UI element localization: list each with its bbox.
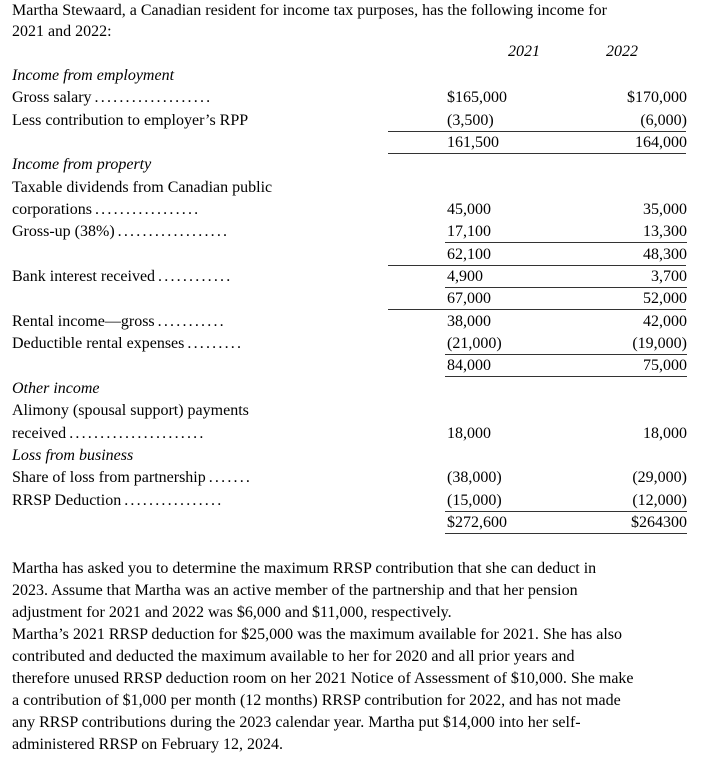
table-row (0, 468, 725, 490)
value-2022: 13,300 (643, 223, 687, 241)
dot-leader: ...................... (69, 424, 206, 442)
value-2022: 52,000 (643, 290, 687, 308)
row-label-text: Deductible rental expenses (12, 335, 185, 353)
value-2022: $170,000 (627, 89, 687, 107)
table-row (0, 66, 725, 88)
row-label-text: Alimony (spousal support) payments (12, 402, 249, 420)
value-2022: (6,000) (640, 111, 687, 129)
row-label-text: corporations (12, 201, 92, 219)
underline-rule (445, 511, 687, 512)
row-label (12, 401, 249, 421)
paragraph-line: administered RRSP on February 12, 2024. (12, 736, 283, 753)
value-2021: 161,500 (447, 134, 499, 152)
row-label-text: Income from property (12, 156, 152, 174)
paragraph-line: therefore unused RRSP deduction room on her 2021 Notice of Assessment of $10,000. She make (12, 670, 634, 687)
paragraph-line: Martha has asked you to determine the maximum RRSP contribution that she can deduct in (12, 560, 597, 577)
section-heading (12, 66, 174, 86)
dot-leader: ................ (124, 491, 224, 509)
value-2022: $264300 (631, 513, 687, 531)
underline-rule (388, 131, 686, 132)
row-label-text: Less contribution to employer’s RPP (12, 111, 249, 129)
table-row (0, 133, 725, 155)
value-2021: 38,000 (447, 312, 491, 330)
row-label-text: Bank interest received (12, 268, 156, 286)
dot-leader: ............ (158, 268, 233, 286)
value-2021: $272,600 (447, 513, 507, 531)
table-row (0, 289, 725, 311)
paragraph-line: adjustment for 2021 and 2022 was $6,000 and $11,000, respectively. (12, 604, 452, 621)
value-2021: $165,000 (447, 89, 507, 107)
dot-leader: ........... (157, 312, 226, 330)
section-heading (12, 446, 133, 466)
dot-leader: ......... (187, 335, 244, 353)
dot-leader: ................... (94, 89, 213, 107)
table-row (0, 491, 725, 513)
row-label (12, 111, 248, 131)
value-2022: 42,000 (643, 312, 687, 330)
row-label-text: Taxable dividends from Canadian public (12, 178, 273, 196)
value-2021: 62,100 (447, 245, 491, 263)
underline-rule (388, 265, 686, 266)
table-row (0, 267, 725, 289)
table-row (0, 424, 725, 446)
row-label-text: Other income (12, 379, 100, 397)
value-2022: 18,000 (643, 424, 687, 442)
value-2021: 45,000 (447, 201, 491, 219)
row-label (12, 88, 212, 108)
value-2022: (19,000) (632, 335, 687, 353)
table-row (0, 312, 725, 334)
table-row (0, 356, 725, 378)
income-table (0, 66, 725, 535)
table-row (0, 155, 725, 177)
intro-line-1: Martha Stewaard, a Canadian resident for income tax purposes, has the following income for (12, 2, 607, 19)
row-label (12, 312, 226, 332)
row-label (12, 491, 223, 511)
paragraph-line: a contribution of $1,000 per month (12 months) RRSP contribution for 2022, and has not made (12, 692, 621, 709)
row-label-text: Gross salary (12, 89, 92, 107)
table-row (0, 88, 725, 110)
value-2021: 67,000 (447, 290, 491, 308)
underline-rule (445, 533, 687, 534)
table-row (0, 111, 725, 133)
section-heading (12, 379, 100, 399)
value-2021: 84,000 (447, 357, 491, 375)
column-header-2021: 2021 (508, 43, 540, 60)
row-label-text: Income from employment (12, 67, 175, 84)
section-heading (12, 155, 151, 175)
table-row (0, 446, 725, 468)
value-2021: (38,000) (447, 469, 502, 487)
underline-rule (445, 354, 687, 355)
value-2022: 164,000 (635, 134, 687, 152)
value-2022: 35,000 (643, 201, 687, 219)
paragraph-line: contributed and deducted the maximum available to her for 2020 and all prior years and (12, 648, 575, 665)
row-label-text: received (12, 424, 67, 442)
table-row (0, 222, 725, 244)
paragraph-line: Martha’s 2021 RRSP deduction for $25,000 was the maximum available for 2021. She has also (12, 626, 622, 643)
row-label-text: RRSP Deduction (12, 491, 122, 509)
row-label-text: Rental income—gross (12, 312, 155, 330)
intro-line-2: 2021 and 2022: (12, 23, 112, 40)
row-label (12, 267, 232, 287)
value-2021: 18,000 (447, 424, 491, 442)
value-2022: (12,000) (632, 491, 687, 509)
table-row (0, 379, 725, 401)
table-row (0, 245, 725, 267)
row-label (12, 178, 272, 198)
table-row (0, 200, 725, 222)
row-label (12, 200, 200, 220)
dot-leader: ................. (94, 201, 201, 219)
underline-rule (445, 287, 687, 288)
underline-rule (445, 242, 687, 243)
underline-rule (388, 309, 686, 310)
table-row (0, 334, 725, 356)
column-header-2022: 2022 (606, 43, 638, 60)
value-2022: 3,700 (651, 268, 687, 286)
value-2021: 4,900 (447, 268, 483, 286)
row-label (12, 468, 252, 488)
value-2022: 48,300 (643, 245, 687, 263)
row-label-text: Loss from business (12, 446, 134, 464)
table-row (0, 401, 725, 423)
underline-rule (388, 153, 686, 154)
table-row (0, 513, 725, 535)
row-label (12, 222, 229, 242)
question-paragraph (12, 558, 634, 756)
row-label (12, 334, 243, 354)
value-2021: (15,000) (447, 491, 502, 509)
value-2022: 75,000 (643, 357, 687, 375)
value-2021: 17,100 (447, 223, 491, 241)
value-2022: (29,000) (632, 469, 687, 487)
row-label-text: Gross-up (38%) (12, 223, 115, 241)
value-2021: (21,000) (447, 335, 502, 353)
paragraph-line: any RRSP contributions during the 2023 calendar year. Martha put $14,000 into her self- (12, 714, 581, 731)
dot-leader: .................. (117, 223, 230, 241)
dot-leader: ....... (208, 469, 253, 487)
table-row (0, 178, 725, 200)
value-2021: (3,500) (447, 111, 494, 129)
row-label (12, 424, 206, 444)
underline-rule (445, 376, 687, 377)
paragraph-line: 2023. Assume that Martha was an active member of the partnership and that her pension (12, 582, 578, 599)
row-label-text: Share of loss from partnership (12, 469, 206, 487)
